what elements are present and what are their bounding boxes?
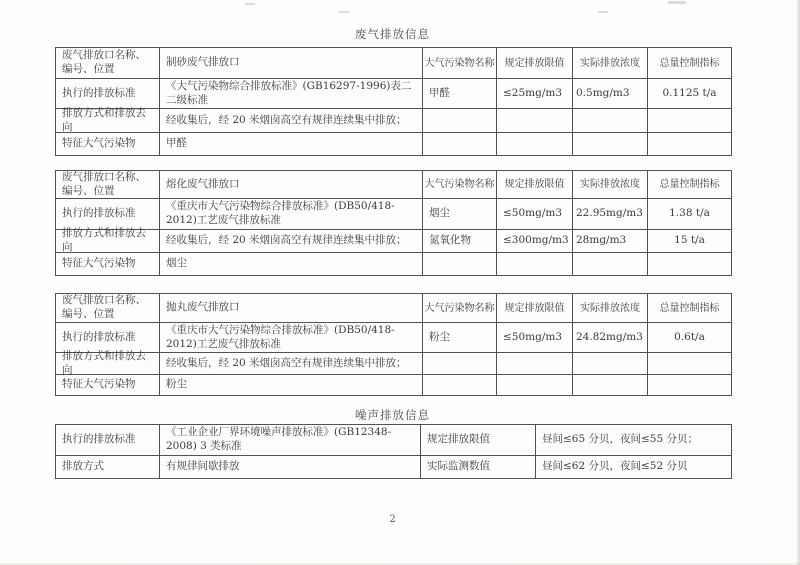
emission-limit bbox=[497, 253, 573, 275]
emission-limit-header: 规定排放限值 bbox=[497, 48, 573, 79]
characteristic-text: 粉尘 bbox=[160, 375, 423, 395]
outlet-name: 制砂废气排放口 bbox=[160, 48, 423, 79]
emission-limit bbox=[497, 109, 573, 133]
row-label-outlet: 废气排放口名称、编号、位置 bbox=[56, 48, 160, 79]
pollutant-name: 烟尘 bbox=[423, 199, 497, 230]
actual-concentration-header: 实际排放浓度 bbox=[573, 294, 648, 323]
emission-limit: ≤50mg/m3 bbox=[497, 323, 573, 353]
total-control-header: 总量控制指标 bbox=[648, 294, 731, 323]
noise-method-text: 有规律间歇排放 bbox=[160, 456, 421, 478]
total-control-indicator bbox=[648, 353, 731, 375]
emission-limit bbox=[497, 375, 573, 395]
pollutant-name: 粉尘 bbox=[423, 323, 497, 353]
scan-speck bbox=[598, 11, 608, 13]
actual-concentration bbox=[573, 375, 648, 395]
scan-edge-shadow-right bbox=[796, 0, 800, 565]
total-control-indicator: 15 t/a bbox=[648, 230, 731, 253]
total-control-header: 总量控制指标 bbox=[648, 48, 731, 79]
row-label-standard: 执行的排放标准 bbox=[56, 79, 160, 109]
row-label-characteristic: 特征大气污染物 bbox=[56, 375, 160, 395]
noise-section-title: 噪声排放信息 bbox=[355, 408, 430, 422]
waste-gas-table-3 bbox=[55, 293, 732, 396]
actual-concentration bbox=[573, 353, 648, 375]
outlet-name: 熔化废气排放口 bbox=[160, 171, 423, 199]
page-number: 2 bbox=[389, 514, 396, 525]
pollutant-name-header: 大气污染物名称 bbox=[423, 48, 497, 79]
row-label-method: 排放方式和排放去向 bbox=[56, 230, 160, 253]
total-control-indicator bbox=[648, 133, 731, 155]
method-text: 经收集后，经 20 米烟囱高空有规律连续集中排放； bbox=[160, 230, 423, 253]
characteristic-text: 烟尘 bbox=[160, 253, 423, 275]
total-control-indicator bbox=[648, 253, 731, 275]
emission-limit: ≤50mg/m3 bbox=[497, 199, 573, 230]
actual-concentration bbox=[573, 133, 648, 155]
pollutant-name bbox=[423, 109, 497, 133]
noise-actual-label: 实际监测数值 bbox=[421, 456, 536, 478]
pollutant-name bbox=[423, 353, 497, 375]
row-label-method: 排放方式 bbox=[56, 456, 160, 478]
actual-concentration-header: 实际排放浓度 bbox=[573, 48, 648, 79]
emission-limit-header: 规定排放限值 bbox=[497, 171, 573, 199]
pollutant-name: 氮氧化物 bbox=[423, 230, 497, 253]
emission-limit-header: 规定排放限值 bbox=[497, 294, 573, 323]
pollutant-name bbox=[423, 253, 497, 275]
total-control-indicator bbox=[648, 375, 731, 395]
scan-speck bbox=[245, 3, 255, 5]
row-label-standard: 执行的排放标准 bbox=[56, 425, 160, 456]
pollutant-name-header: 大气污染物名称 bbox=[423, 294, 497, 323]
method-text: 经收集后，经 20 米烟囱高空有规律连续集中排放； bbox=[160, 109, 423, 133]
actual-concentration: 0.5mg/m3 bbox=[573, 79, 648, 109]
total-control-header: 总量控制指标 bbox=[648, 171, 731, 199]
row-label-characteristic: 特征大气污染物 bbox=[56, 133, 160, 155]
total-control-indicator: 0.1125 t/a bbox=[648, 79, 731, 109]
actual-concentration-header: 实际排放浓度 bbox=[573, 171, 648, 199]
characteristic-text: 甲醛 bbox=[160, 133, 423, 155]
standard-text: 《重庆市大气污染物综合排放标准》(DB50/418-2012)工艺废气排放标准 bbox=[160, 323, 423, 353]
emission-limit bbox=[497, 133, 573, 155]
noise-standard-text: 《工业企业厂界环境噪声排放标准》(GB12348-2008) 3 类标准 bbox=[160, 425, 421, 456]
waste-gas-table-2 bbox=[55, 170, 732, 276]
pollutant-name: 甲醛 bbox=[423, 79, 497, 109]
total-control-indicator bbox=[648, 109, 731, 133]
noise-table bbox=[55, 424, 732, 479]
standard-text: 《重庆市大气污染物综合排放标准》(DB50/418-2012)工艺废气排放标准 bbox=[160, 199, 423, 230]
noise-limit-value: 昼间≤65 分贝，夜间≤55 分贝； bbox=[536, 425, 731, 456]
emission-limit: ≤300mg/m3 bbox=[497, 230, 573, 253]
emission-limit bbox=[497, 353, 573, 375]
row-label-method: 排放方式和排放去向 bbox=[56, 353, 160, 375]
total-control-indicator: 0.6t/a bbox=[648, 323, 731, 353]
row-label-method: 排放方式和排放去向 bbox=[56, 109, 160, 133]
pollutant-name bbox=[423, 133, 497, 155]
waste-gas-table-1 bbox=[55, 47, 732, 156]
actual-concentration bbox=[573, 253, 648, 275]
row-label-standard: 执行的排放标准 bbox=[56, 199, 160, 230]
pollutant-name bbox=[423, 375, 497, 395]
noise-actual-value: 昼间≤62 分贝，夜间≤52 分贝 bbox=[542, 460, 688, 473]
method-text: 经收集后，经 20 米烟囱高空有规律连续集中排放； bbox=[160, 353, 423, 375]
emission-limit: ≤25mg/m3 bbox=[497, 79, 573, 109]
scan-speck bbox=[668, 1, 686, 4]
noise-limit-label: 规定排放限值 bbox=[421, 425, 536, 456]
row-label-characteristic: 特征大气污染物 bbox=[56, 253, 160, 275]
row-label-standard: 执行的排放标准 bbox=[56, 323, 160, 353]
scan-speck bbox=[338, 11, 350, 13]
actual-concentration: 22.95mg/m3 bbox=[573, 199, 648, 230]
actual-concentration: 28mg/m3 bbox=[573, 230, 648, 253]
total-control-indicator: 1.38 t/a bbox=[648, 199, 731, 230]
row-label-outlet: 废气排放口名称、编号、位置 bbox=[56, 171, 160, 199]
actual-concentration: 24.82mg/m3 bbox=[573, 323, 648, 353]
pollutant-name-header: 大气污染物名称 bbox=[423, 171, 497, 199]
row-label-outlet: 废气排放口名称、编号、位置 bbox=[56, 294, 160, 323]
actual-concentration bbox=[573, 109, 648, 133]
outlet-name: 抛丸废气排放口 bbox=[160, 294, 423, 323]
standard-text: 《大气污染物综合排放标准》(GB16297-1996)表二二级标准 bbox=[160, 79, 423, 109]
waste-gas-section-title: 废气排放信息 bbox=[355, 27, 430, 41]
